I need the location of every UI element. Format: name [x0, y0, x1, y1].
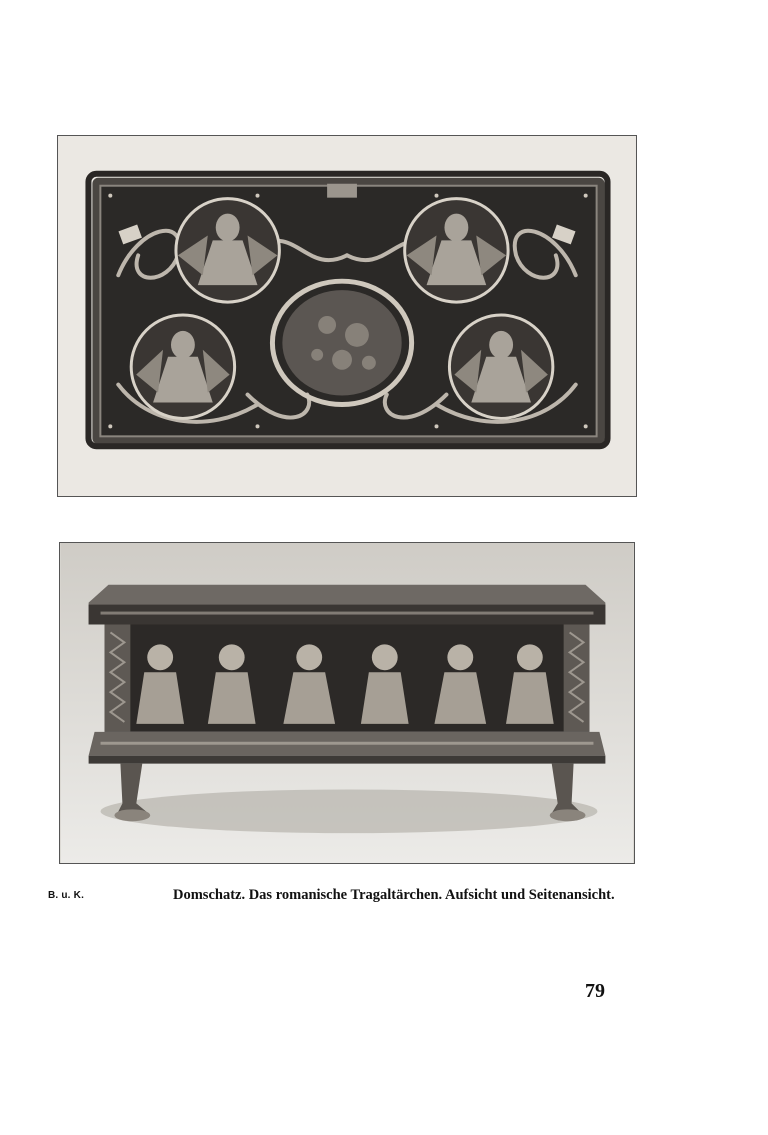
- page-number: 79: [585, 980, 605, 1002]
- caption-row: [48, 884, 648, 908]
- altar-top-image: [58, 136, 636, 496]
- source-abbreviation: B. u. K.: [48, 890, 85, 901]
- photo-top-view: [57, 135, 637, 497]
- figure-caption: Domschatz. Das romanische Tragaltärchen. Aufsicht und Seitenansicht.: [173, 887, 615, 903]
- altar-side-image: [60, 543, 634, 863]
- photo-side-view: [59, 542, 635, 864]
